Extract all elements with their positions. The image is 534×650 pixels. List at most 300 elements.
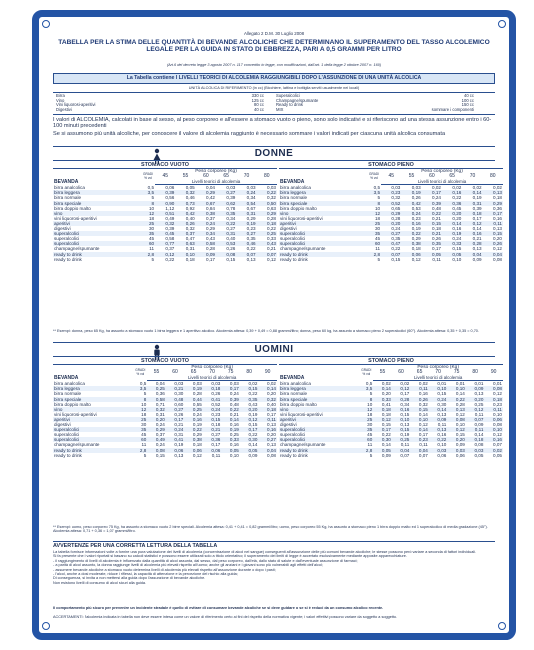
- drink-name: superalcolici: [280, 236, 306, 242]
- alcohol-level: 0,15: [422, 221, 442, 226]
- alcohol-level: 0,11: [419, 442, 428, 448]
- drink-name: birra analcolica: [54, 381, 85, 387]
- alcohol-level: 0,20: [147, 417, 166, 422]
- drink-degrees: 18: [141, 411, 147, 417]
- alcohol-level: 0,25: [229, 432, 239, 438]
- alcohol-level: 0,58: [147, 397, 166, 402]
- alcohol-level: 0,01: [455, 381, 465, 387]
- footer-note-1: Il comportamento più sicuro per prevenire un incidente stradale è quello di evitare di consumare bevande alcoliche se si deve guidare o se si è reduci da un consumo alcolico recente.: [53, 606, 384, 610]
- drink-degrees: 30: [148, 226, 155, 232]
- alcohol-level: 0,12: [155, 252, 175, 257]
- alcohol-level: 0,07: [418, 452, 428, 458]
- units-left-table: [55, 94, 265, 112]
- alcohol-level: 0,19: [411, 226, 421, 232]
- drink-degrees: 35: [141, 231, 155, 236]
- alcohol-level: 0,41: [203, 397, 222, 402]
- alcohol-level: 0,39: [221, 397, 240, 402]
- alcohol-level: 0,02: [472, 185, 482, 191]
- alcohol-level: 0,56: [165, 195, 175, 201]
- alcohol-level: 0,03: [174, 381, 184, 387]
- alcohol-level: 0,47: [185, 236, 195, 242]
- alcohol-level: 0,15: [483, 231, 503, 236]
- drink-name: ready to drink: [54, 452, 82, 458]
- alcohol-level: 0,27: [381, 231, 401, 236]
- drink-name: digestivi: [54, 226, 71, 232]
- alcohol-level: 0,24: [429, 397, 448, 402]
- alcohol-level: 0,17: [166, 417, 185, 422]
- alcohol-level: 0,43: [206, 236, 215, 242]
- alcohol-level: 0,26: [174, 411, 184, 417]
- weight-header: 45: [388, 173, 394, 180]
- alcohol-level: 0,32: [175, 190, 195, 195]
- drink-name: birra analcolica: [280, 185, 311, 191]
- alcohol-level: 0,12: [418, 422, 428, 428]
- drink-name: ready to drink: [53, 252, 141, 257]
- alcohol-level: 0,12: [493, 432, 502, 438]
- alcohol-level: 0,17: [432, 246, 441, 252]
- alcohol-level: 0,02: [484, 448, 503, 453]
- allegato-label: Allegato 2 D.M. 30 Luglio 2008: [243, 31, 305, 36]
- unit-drink: MIX: [276, 106, 284, 112]
- alcohol-level: 0,02: [418, 381, 428, 387]
- alcohol-level: 0,15: [203, 417, 222, 422]
- weight-header: 80: [246, 369, 252, 376]
- alcohol-level: 0,12: [493, 246, 502, 252]
- alcohol-level: 0,37: [206, 215, 215, 221]
- alcohol-level: 0,25: [257, 231, 277, 236]
- alcohol-level: 0,46: [185, 195, 195, 201]
- alcohol-level: 0,02: [452, 185, 462, 191]
- alcohol-level: 0,13: [437, 411, 447, 417]
- alcohol-level: 0,20: [452, 215, 462, 221]
- alcohol-level: 0,42: [206, 195, 215, 201]
- alcohol-level: 0,28: [462, 241, 482, 246]
- drink-degrees: 30: [374, 226, 381, 232]
- alcohol-level: 0,03: [246, 185, 256, 191]
- weight-header: 55: [379, 369, 386, 376]
- alcohol-level: 0,22: [452, 195, 462, 201]
- drink-name: vino: [279, 211, 367, 216]
- alcohol-level: 0,22: [447, 397, 466, 402]
- alcohol-level: 0,05: [240, 448, 259, 453]
- drink-degrees: 11: [141, 442, 147, 448]
- alcohol-level: 0,26: [175, 221, 195, 226]
- alcohol-level: 0,08: [474, 442, 484, 448]
- alcohol-level: 0,30: [240, 437, 259, 442]
- warning-item: Non esistono livelli di consumo di alcol sicuri alla guida.: [53, 580, 147, 585]
- alcohol-level: 0,20: [447, 437, 466, 442]
- alcohol-level: 0,14: [462, 190, 482, 195]
- alcohol-level: 0,13: [267, 422, 276, 428]
- drink-degrees: 2,8: [141, 252, 155, 257]
- alcohol-level: 0,33: [221, 437, 240, 442]
- alcohol-level: 0,14: [221, 417, 240, 422]
- weight-header: 75: [227, 369, 234, 376]
- drink-name: superalcolici: [280, 432, 306, 438]
- livelli-header: Livelli teorici di alcolemia: [155, 179, 277, 185]
- alcohol-level: 0,34: [196, 231, 216, 236]
- drink-degrees: 3,5: [367, 190, 381, 195]
- alcohol-level: 0,12: [411, 256, 421, 262]
- unit-row: [55, 108, 265, 113]
- warning-item: La tabella fornisce informazioni volte a fornire una pura valutazione dei livelli di alcolemia (concentrazione di alcol nel sangue) conseguenti all'assunzione delle più comuni bevande alcoliche; le stesse possono però variare a seconda di fattori individuali.: [53, 550, 477, 554]
- alcohol-level: 0,18: [493, 195, 502, 201]
- table-subheader: STOMACO PIENO: [279, 358, 503, 365]
- alcohol-level: 0,11: [400, 442, 410, 448]
- units-right-table: [275, 94, 475, 112]
- drink-degrees: 5: [377, 195, 381, 201]
- alcohol-level: 0,52: [211, 401, 221, 407]
- alcohol-level: 0,22: [184, 427, 203, 432]
- drink-degrees: 25: [133, 417, 147, 422]
- alcohol-level: 0,14: [248, 442, 258, 448]
- drink-name: birra leggera: [279, 190, 367, 195]
- drink-name: vini liquorosi-aperitivi: [280, 215, 323, 221]
- alcohol-table: [279, 365, 503, 458]
- alcohol-level: 0,24: [203, 407, 222, 412]
- peso-header: Peso corporeo (Kg): [195, 169, 237, 174]
- unit-volume: 125 cc: [251, 97, 264, 103]
- alcohol-level: 0,48: [166, 397, 185, 402]
- alcohol-level: 0,13: [429, 427, 448, 432]
- weight-header: 60: [398, 369, 404, 376]
- alcohol-level: 0,20: [442, 211, 462, 216]
- drink-degrees: 2,8: [367, 252, 381, 257]
- alcohol-level: 0,37: [165, 246, 175, 252]
- alcohol-level: 0,12: [493, 391, 502, 397]
- drink-name: champagne/spumante: [54, 442, 100, 448]
- alcohol-level: 0,46: [236, 241, 256, 246]
- drink-name: ready to drink: [53, 448, 133, 453]
- alcohol-level: 0,11: [474, 411, 484, 417]
- alcohol-level: 0,24: [196, 221, 216, 226]
- alcohol-level: 0,15: [155, 452, 165, 458]
- alcohol-level: 0,17: [373, 427, 392, 432]
- alcohol-level: 0,03: [229, 381, 239, 387]
- weight-header: 65: [190, 369, 197, 376]
- alcohol-level: 0,84: [206, 205, 215, 211]
- table-subheader: STOMACO VUOTO: [53, 358, 277, 365]
- alcohol-level: 0,28: [267, 215, 276, 221]
- alcohol-level: 0,04: [483, 252, 503, 257]
- drink-degrees: 8: [367, 201, 381, 206]
- alcohol-level: 0,14: [429, 407, 448, 412]
- alcohol-level: 0,40: [185, 215, 195, 221]
- drink-degrees: 8: [141, 201, 155, 206]
- alcohol-level: 0,22: [257, 190, 277, 195]
- drink-name: superalcolici: [54, 236, 80, 242]
- alcohol-level: 0,65: [391, 205, 401, 211]
- drink-degrees: 12: [359, 407, 373, 412]
- unit-volume: 40 cc: [253, 106, 264, 112]
- alcohol-level: 0,03: [192, 381, 202, 387]
- alcohol-level: 0,24: [236, 190, 256, 195]
- alcohol-level: 0,02: [267, 381, 276, 387]
- alcohol-level: 0,34: [246, 195, 256, 201]
- sign-panel: [32, 10, 516, 640]
- unit-volume: 40 cc: [463, 93, 474, 98]
- alcohol-level: 0,02: [381, 381, 391, 387]
- alcohol-level: 0,14: [410, 427, 429, 432]
- alcohol-level: 0,17: [422, 190, 442, 195]
- alcohol-level: 0,18: [192, 442, 202, 448]
- alcohol-level: 0,02: [432, 185, 441, 191]
- alcohol-level: 0,34: [226, 215, 236, 221]
- drink-degrees: 35: [133, 427, 147, 432]
- alcohol-level: 0,17: [221, 386, 240, 391]
- alcohol-level: 0,13: [483, 190, 503, 195]
- alcohol-level: 0,17: [418, 432, 428, 438]
- weight-header: 60: [172, 369, 178, 376]
- alcohol-level: 0,32: [267, 195, 276, 201]
- alcohol-level: 0,03: [411, 185, 421, 191]
- table-row: [279, 257, 503, 262]
- alcohol-level: 0,21: [229, 411, 239, 417]
- alcohol-level: 0,07: [381, 252, 401, 257]
- warning-item: - assumere bevande alcoliche a stomaco vuoto determina livelli di alcolemia più elevati rispetto all'assunzione durante o dopo i pasti;: [53, 567, 276, 572]
- drink-degrees: 10: [367, 401, 373, 407]
- warning-item: - l'alcol, anche a dosi moderate, riduce i riflessi, la capacità di attenzione e la percezione del rischio alla guida;: [53, 572, 238, 577]
- alcohol-level: 0,19: [401, 190, 421, 195]
- alcohol-level: 0,10: [455, 422, 465, 428]
- alcohol-level: 0,23: [410, 437, 429, 442]
- alcohol-level: 0,03: [267, 185, 276, 191]
- weight-header: 65: [449, 173, 455, 180]
- alcohol-level: 0,28: [206, 246, 215, 252]
- drink-degrees: 0,5: [373, 185, 381, 191]
- alcohol-level: 0,04: [410, 448, 429, 453]
- alcohol-level: 0,06: [184, 448, 203, 453]
- table-row: [279, 453, 503, 458]
- alcohol-level: 0,22: [216, 221, 236, 226]
- alcohol-level: 0,27: [226, 226, 236, 232]
- alcohol-level: 0,03: [391, 185, 401, 191]
- alcohol-level: 0,01: [437, 381, 447, 387]
- alcohol-level: 0,29: [192, 432, 202, 438]
- weight-header: 65: [223, 173, 229, 180]
- drink-name: ready to drink: [280, 452, 308, 458]
- drink-name: birra normale: [54, 195, 82, 201]
- alcohol-level: 0,31: [216, 231, 236, 236]
- alcohol-level: 0,11: [483, 221, 503, 226]
- weight-header: 75: [453, 369, 460, 376]
- alcohol-level: 0,18: [462, 211, 482, 216]
- uomini-title: UOMINI: [254, 344, 294, 355]
- intro-band: La Tabella contiene I LIVELLI TEORICI DI ALCOLEMIA RAGGIUNGIBILI DOPO L'ASSUNZIONE DI UNA UNITÀ ALCOLICA: [53, 73, 495, 84]
- alcohol-level: 0,19: [174, 442, 184, 448]
- alcohol-level: 0,13: [400, 422, 410, 428]
- weight-header: 45: [162, 173, 168, 180]
- alcohol-level: 0,28: [192, 391, 202, 397]
- drink-degrees: 18: [374, 215, 381, 221]
- alcohol-level: 0,13: [493, 226, 502, 232]
- weight-header: 80: [490, 173, 496, 180]
- alcohol-level: 0,35: [216, 211, 236, 216]
- alcohol-level: 0,34: [400, 401, 410, 407]
- drink-degrees: 5: [369, 452, 373, 458]
- alcohol-level: 0,09: [381, 452, 391, 458]
- alcohol-level: 0,36: [155, 391, 165, 397]
- alcohol-level: 0,53: [216, 241, 236, 246]
- alcohol-level: 0,33: [373, 397, 392, 402]
- alcohol-level: 0,16: [418, 391, 428, 397]
- document-title: TABELLA PER LA STIMA DELLE QUANTITÀ DI BEVANDE ALCOLICHE CHE DETERMINANO IL SUPERAMENTO DEL TASSO ALCOLEMICO LEGALE PER LA GUIDA IN STATO DI EBBREZZA, PARI A 0,5 GRAMMI PER LITRO: [58, 39, 490, 54]
- alcohol-level: 0,07: [400, 452, 410, 458]
- drink-degrees: 0,5: [139, 381, 147, 387]
- alcohol-level: 0,20: [381, 221, 401, 226]
- drink-degrees: 35: [359, 427, 373, 432]
- alcohol-level: 0,67: [196, 201, 216, 206]
- alcohol-level: 0,08: [447, 417, 466, 422]
- drink-name: ready to drink: [279, 252, 367, 257]
- alcohol-level: 0,12: [455, 411, 465, 417]
- peso-header: Peso corporeo (Kg): [421, 169, 463, 174]
- drink-name: aperitivi: [279, 221, 367, 226]
- alcohol-level: 0,05: [221, 448, 240, 453]
- bevanda-header: BEVANDA: [280, 178, 305, 185]
- alcohol-level: 0,36: [203, 437, 222, 442]
- alcohol-level: 0,08: [147, 448, 166, 453]
- gradi-header: GRADI % vol: [143, 172, 154, 180]
- alcohol-level: 0,29: [411, 236, 421, 242]
- alcohol-level: 0,22: [391, 246, 401, 252]
- weight-header: 80: [472, 369, 478, 376]
- alcohol-level: 0,28: [392, 397, 411, 402]
- alcohol-level: 0,12: [466, 407, 485, 412]
- alcohol-level: 0,15: [381, 422, 391, 428]
- drink-degrees: 5: [377, 256, 381, 262]
- drink-name: vini liquorosi-aperitivi: [54, 215, 97, 221]
- alcohol-level: 0,19: [248, 411, 258, 417]
- alcohol-level: 0,22: [401, 231, 421, 236]
- alcohol-level: 0,24: [192, 411, 202, 417]
- alcohol-level: 0,14: [381, 442, 391, 448]
- alcohol-level: 0,58: [196, 241, 216, 246]
- alcohol-level: 0,77: [155, 241, 175, 246]
- alcohol-level: 0,22: [248, 432, 258, 438]
- alcohol-level: 0,33: [267, 236, 276, 242]
- weight-header: 90: [490, 369, 497, 376]
- drink-name: birra speciale: [53, 201, 141, 206]
- alcohol-level: 0,21: [267, 246, 276, 252]
- alcohol-level: 0,15: [248, 422, 258, 428]
- table-subheader: STOMACO PIENO: [279, 162, 503, 169]
- alcohol-level: 0,12: [267, 256, 276, 262]
- drink-name: superalcolici: [279, 427, 359, 432]
- alcohol-level: 0,12: [240, 417, 259, 422]
- drink-degrees: 10: [148, 205, 155, 211]
- alcohol-level: 0,32: [391, 195, 401, 201]
- alcohol-level: 0,16: [452, 226, 462, 232]
- alcohol-level: 0,06: [437, 452, 447, 458]
- alcohol-level: 0,08: [216, 252, 236, 257]
- alcohol-level: 0,19: [472, 195, 482, 201]
- bevanda-header: BEVANDA: [54, 178, 79, 185]
- alcohol-level: 0,10: [392, 417, 411, 422]
- alcohol-level: 0,39: [472, 205, 482, 211]
- uomini-stomaco-vuoto-table: [53, 358, 277, 458]
- drink-degrees: 25: [359, 417, 373, 422]
- alcohol-level: 0,48: [229, 401, 239, 407]
- drink-degrees: 10: [141, 401, 147, 407]
- drink-name: superalcolici: [54, 432, 80, 438]
- alcohol-level: 0,19: [442, 231, 462, 236]
- alcohol-level: 0,31: [185, 246, 195, 252]
- drink-degrees: 60: [367, 241, 381, 246]
- alcohol-level: 0,11: [466, 427, 485, 432]
- alcohol-level: 0,41: [166, 437, 185, 442]
- alcohol-level: 0,32: [258, 397, 277, 402]
- alcohol-level: 0,90: [155, 201, 175, 206]
- weight-header: 70: [469, 173, 476, 180]
- alcohol-level: 0,12: [373, 417, 392, 422]
- alcohol-level: 0,32: [185, 226, 195, 232]
- alcohol-level: 0,24: [166, 427, 185, 432]
- alcohol-level: 0,52: [381, 201, 401, 206]
- alcohol-table: [279, 169, 503, 262]
- alcohol-level: 0,15: [240, 386, 259, 391]
- drink-degrees: 35: [367, 231, 381, 236]
- alcohol-level: 0,07: [466, 417, 485, 422]
- drink-name: superalcolici: [279, 241, 367, 246]
- alcohol-level: 0,05: [493, 452, 502, 458]
- alcohol-level: 0,09: [196, 252, 216, 257]
- alcohol-level: 0,21: [174, 422, 184, 428]
- alcohol-level: 0,28: [391, 215, 401, 221]
- drink-name: superalcolici: [279, 231, 367, 236]
- alcohol-level: 0,15: [226, 256, 236, 262]
- warning-item: - il raggiungimento di livelli di alcolemia è influenzato dalla quantità di alcol assunta, dal sesso, dal peso corporeo, dall'età, dallo stato di salute e dall'eventuale assunzione di farmaci;: [53, 558, 358, 563]
- alcohol-level: 0,78: [226, 205, 236, 211]
- drink-degrees: 11: [149, 246, 155, 252]
- alcohol-level: 0,06: [165, 185, 175, 191]
- footer-note-2: ACCERTAMENTI: l'alcolemia indicata in tabella non deve essere intesa come un valore di riferimento certo ai fini del rispetto della normativa vigente; i valori effettivi possono variare da soggetto a soggetto.: [53, 615, 398, 619]
- alcohol-level: 0,27: [166, 407, 185, 412]
- unit-volume: 100 cc: [461, 97, 474, 103]
- alcohol-level: 0,04: [206, 185, 215, 191]
- alcohol-level: 0,29: [246, 215, 256, 221]
- alcohol-level: 0,30: [373, 437, 392, 442]
- alcohol-level: 1,12: [165, 205, 175, 211]
- alcohol-level: 0,03: [466, 448, 485, 453]
- alcohol-level: 0,22: [248, 391, 258, 397]
- alcohol-level: 0,23: [211, 411, 221, 417]
- drink-name: birra leggera: [279, 386, 359, 391]
- alcohol-level: 0,21: [472, 236, 482, 242]
- alcohol-level: 0,14: [442, 221, 462, 226]
- alcohol-level: 0,06: [484, 417, 503, 422]
- mounting-hole: [42, 622, 50, 630]
- weight-header: 70: [243, 173, 250, 180]
- alcohol-level: 0,18: [373, 407, 392, 412]
- alcohol-level: 0,04: [462, 252, 482, 257]
- alcohol-level: 0,47: [381, 241, 401, 246]
- alcohol-level: 0,24: [155, 442, 165, 448]
- drink-name: digestivi: [280, 422, 297, 428]
- alcohol-level: 0,27: [236, 231, 256, 236]
- donne-example: ** Esempi: donna, peso 65 Kg, ha assunto a stomaco vuoto 1 birra leggera e 1 aperitivo alcolico. Alcolemia attesa: 0,39 + 0,49 = 0,88 grammi/litro; donna, peso 60 kg, ha assunto a stomaco pieno 2 superalcolici (60°). Alcolemia attesa: 0,35 + 0,35 = 0,70.: [53, 329, 479, 333]
- alcohol-level: 0,23: [411, 215, 421, 221]
- alcohol-level: 0,51: [155, 211, 175, 216]
- unit-drink: Vini liquorosi-aperitivi: [56, 102, 96, 108]
- alcohol-level: 0,19: [192, 422, 202, 428]
- alcohol-level: 0,37: [175, 231, 195, 236]
- alcohol-level: 0,30: [174, 391, 184, 397]
- alcohol-level: 0,73: [175, 201, 195, 206]
- peso-header: Peso corporeo (Kg): [417, 365, 459, 370]
- alcohol-level: 0,18: [257, 221, 277, 226]
- alcohol-level: 0,05: [422, 252, 442, 257]
